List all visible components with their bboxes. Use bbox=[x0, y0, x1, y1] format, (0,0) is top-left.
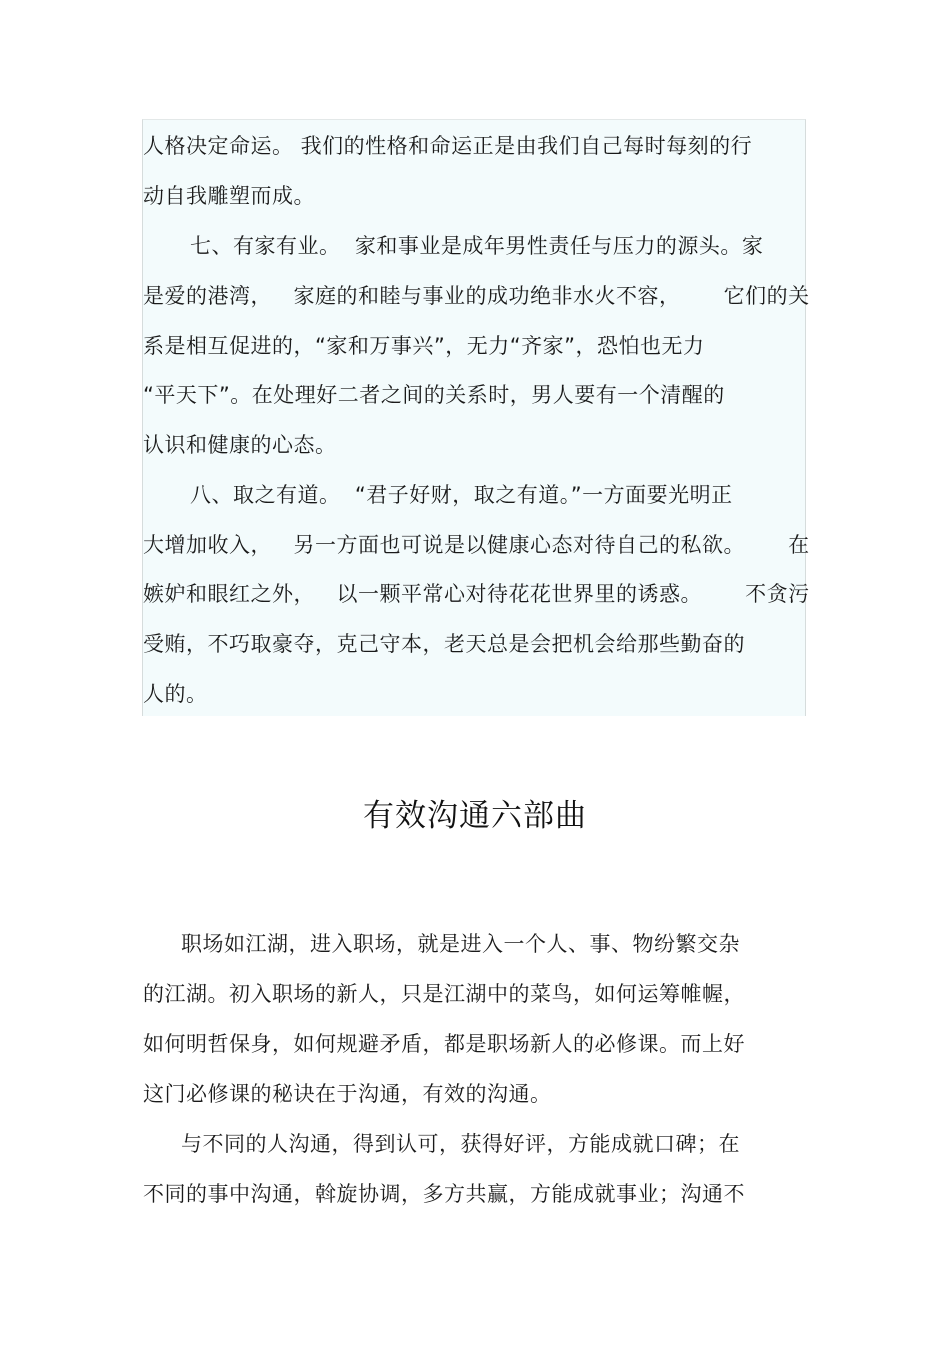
paragraph-line: “平天下”。在处理好二者之间的关系时，男人要有一个清醒的 bbox=[143, 383, 725, 407]
paragraph-line: 与不同的人沟通，得到认可，获得好评，方能成就口碑；在 bbox=[181, 1132, 740, 1156]
paragraph-line: 动自我雕塑而成。 bbox=[143, 184, 315, 208]
paragraph-line: 大增加收入， 另一方面也可说是以健康心态对待自己的私欲。 在 bbox=[143, 533, 810, 557]
paragraph-line: 如何明哲保身，如何规避矛盾，都是职场新人的必修课。而上好 bbox=[143, 1032, 745, 1056]
paragraph-line: 是爱的港湾， 家庭的和睦与事业的成功绝非水火不容， 它们的关 bbox=[143, 284, 810, 308]
paragraph-line: 人格决定命运。 我们的性格和命运正是由我们自己每时每刻的行 bbox=[143, 134, 753, 158]
paragraph-line: 不同的事中沟通，斡旋协调，多方共赢，方能成就事业；沟通不 bbox=[143, 1182, 745, 1206]
paragraph-line: 八、取之有道。 “君子好财，取之有道。”一方面要光明正 bbox=[190, 483, 733, 507]
document-title: 有效沟通六部曲 bbox=[363, 798, 587, 834]
paragraph-line: 职场如江湖，进入职场，就是进入一个人、事、物纷繁交杂 bbox=[181, 932, 740, 956]
paragraph-line: 七、有家有业。 家和事业是成年男性责任与压力的源头。家 bbox=[190, 234, 764, 258]
paragraph-line: 人的。 bbox=[143, 682, 208, 706]
paragraph-line: 这门必修课的秘诀在于沟通，有效的沟通。 bbox=[143, 1082, 552, 1106]
paragraph-line: 受贿，不巧取豪夺，克己守本，老天总是会把机会给那些勤奋的 bbox=[143, 632, 745, 656]
paragraph-line: 系是相互促进的，“家和万事兴”，无力“齐家”，恐怕也无力 bbox=[143, 334, 705, 358]
paragraph-line: 认识和健康的心态。 bbox=[143, 433, 337, 457]
paragraph-line: 的江湖。初入职场的新人，只是江湖中的菜鸟，如何运筹帷幄， bbox=[143, 982, 745, 1006]
paragraph-line: 嫉妒和眼红之外， 以一颗平常心对待花花世界里的诱惑。 不贪污 bbox=[143, 582, 810, 606]
